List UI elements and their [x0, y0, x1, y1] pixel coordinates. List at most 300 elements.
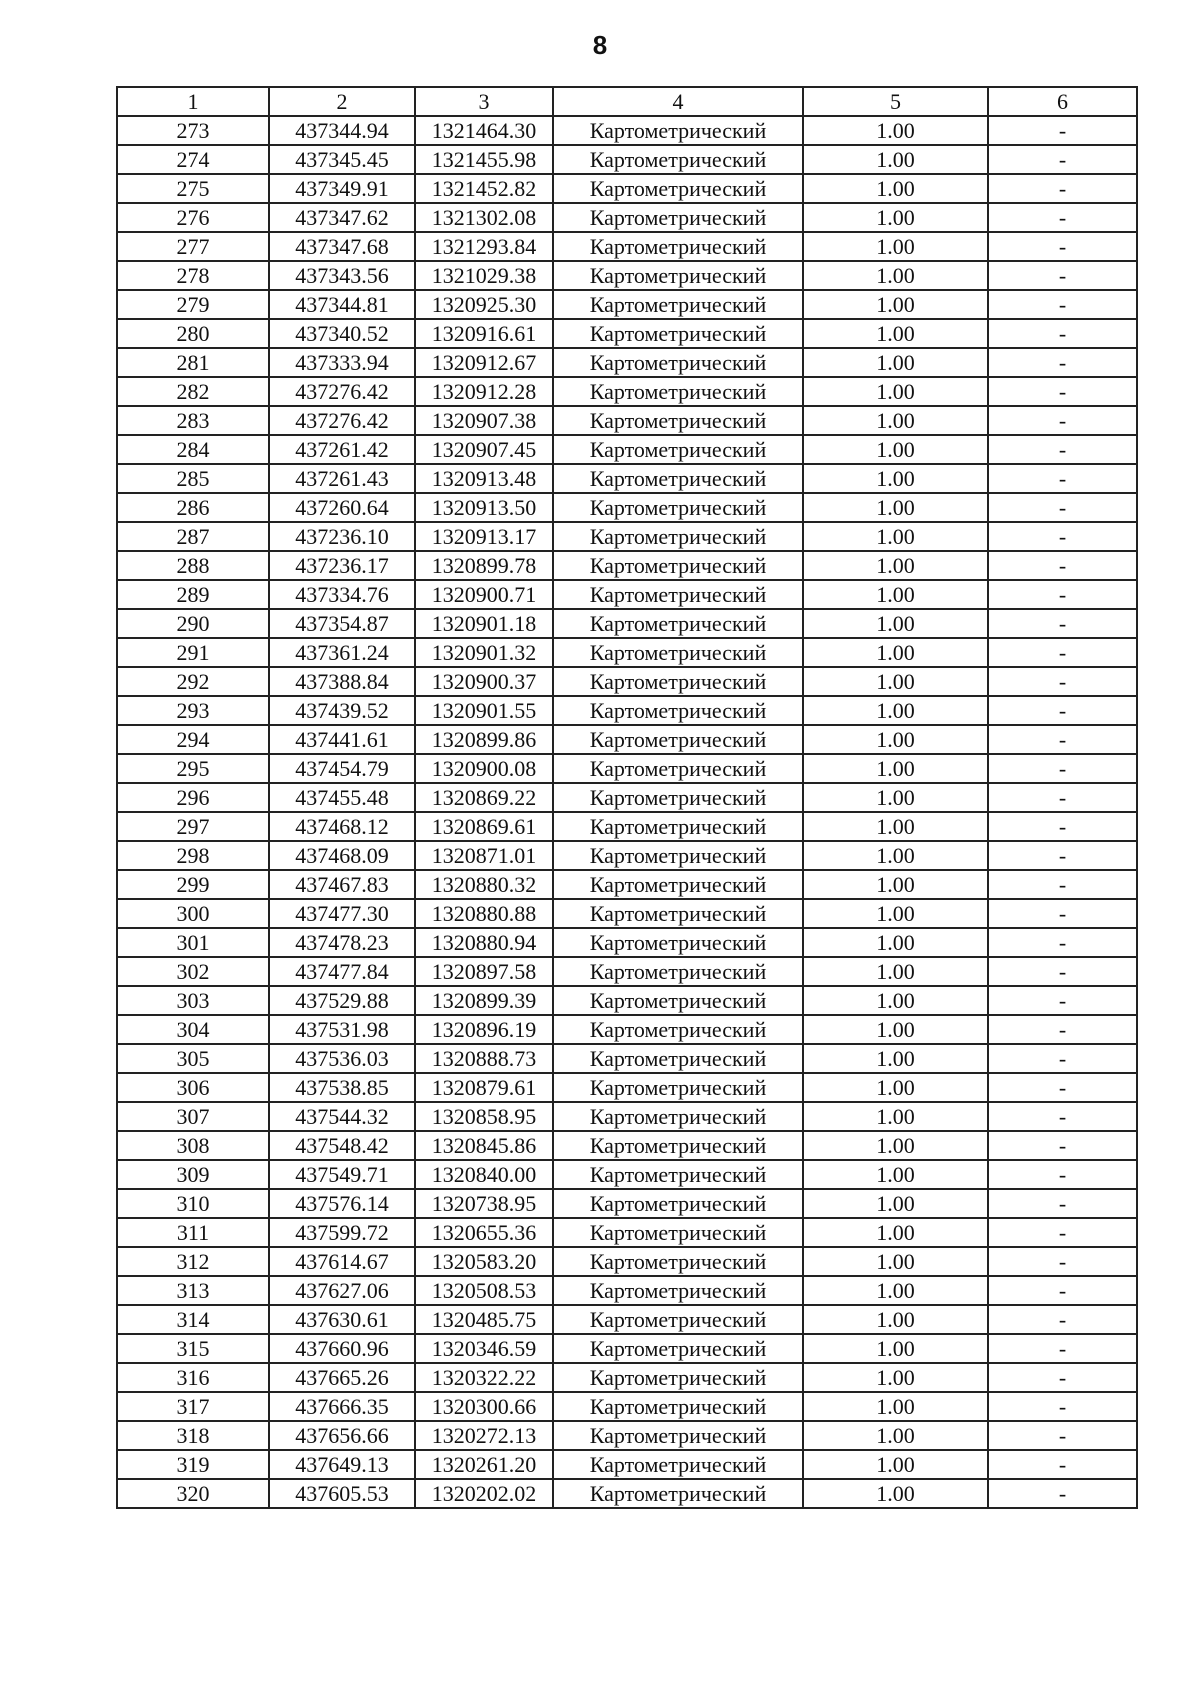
table-row [117, 870, 1137, 899]
accuracy-cell: 1.00 [803, 580, 988, 609]
point-number-cell: 292 [117, 667, 269, 696]
description-cell: - [988, 1160, 1137, 1189]
method-cell: Картометрический [553, 232, 803, 261]
accuracy-cell: 1.00 [803, 290, 988, 319]
point-number-cell: 314 [117, 1305, 269, 1334]
accuracy-cell: 1.00 [803, 754, 988, 783]
point-number-cell: 282 [117, 377, 269, 406]
table-row [117, 551, 1137, 580]
point-number-cell: 317 [117, 1392, 269, 1421]
point-number-cell: 294 [117, 725, 269, 754]
y-coordinate-cell: 1320485.75 [415, 1305, 553, 1334]
description-cell: - [988, 1073, 1137, 1102]
point-number-cell: 284 [117, 435, 269, 464]
table-row [117, 1131, 1137, 1160]
description-cell: - [988, 261, 1137, 290]
table-row [117, 1450, 1137, 1479]
x-coordinate-cell: 437343.56 [269, 261, 415, 290]
x-coordinate-cell: 437276.42 [269, 406, 415, 435]
x-coordinate-cell: 437441.61 [269, 725, 415, 754]
y-coordinate-cell: 1320900.08 [415, 754, 553, 783]
x-coordinate-cell: 437467.83 [269, 870, 415, 899]
x-coordinate-cell: 437665.26 [269, 1363, 415, 1392]
point-number-cell: 275 [117, 174, 269, 203]
x-coordinate-cell: 437454.79 [269, 754, 415, 783]
table-row [117, 841, 1137, 870]
table-row [117, 1392, 1137, 1421]
description-cell: - [988, 232, 1137, 261]
accuracy-cell: 1.00 [803, 145, 988, 174]
method-cell: Картометрический [553, 551, 803, 580]
y-coordinate-cell: 1320907.45 [415, 435, 553, 464]
point-number-cell: 300 [117, 899, 269, 928]
description-cell: - [988, 435, 1137, 464]
accuracy-cell: 1.00 [803, 696, 988, 725]
page-number: 8 [592, 30, 608, 60]
point-number-cell: 307 [117, 1102, 269, 1131]
method-cell: Картометрический [553, 725, 803, 754]
y-coordinate-cell: 1320879.61 [415, 1073, 553, 1102]
x-coordinate-cell: 437260.64 [269, 493, 415, 522]
point-number-cell: 277 [117, 232, 269, 261]
accuracy-cell: 1.00 [803, 232, 988, 261]
table-header [117, 87, 1137, 116]
accuracy-cell: 1.00 [803, 377, 988, 406]
x-coordinate-cell: 437599.72 [269, 1218, 415, 1247]
description-cell: - [988, 1421, 1137, 1450]
point-number-cell: 318 [117, 1421, 269, 1450]
description-cell: - [988, 1189, 1137, 1218]
y-coordinate-cell: 1320888.73 [415, 1044, 553, 1073]
point-number-cell: 308 [117, 1131, 269, 1160]
description-cell: - [988, 1334, 1137, 1363]
table-row [117, 638, 1137, 667]
method-cell: Картометрический [553, 319, 803, 348]
method-cell: Картометрический [553, 1044, 803, 1073]
column-header-1: 1 [117, 87, 269, 116]
column-header-3: 3 [415, 87, 553, 116]
table-row [117, 493, 1137, 522]
x-coordinate-cell: 437361.24 [269, 638, 415, 667]
y-coordinate-cell: 1320583.20 [415, 1247, 553, 1276]
point-number-cell: 297 [117, 812, 269, 841]
table-row [117, 667, 1137, 696]
point-number-cell: 309 [117, 1160, 269, 1189]
x-coordinate-cell: 437538.85 [269, 1073, 415, 1102]
table-row [117, 1102, 1137, 1131]
point-number-cell: 312 [117, 1247, 269, 1276]
accuracy-cell: 1.00 [803, 957, 988, 986]
y-coordinate-cell: 1320912.28 [415, 377, 553, 406]
y-coordinate-cell: 1320900.71 [415, 580, 553, 609]
accuracy-cell: 1.00 [803, 1102, 988, 1131]
y-coordinate-cell: 1320202.02 [415, 1479, 553, 1508]
method-cell: Картометрический [553, 522, 803, 551]
y-coordinate-cell: 1320871.01 [415, 841, 553, 870]
x-coordinate-cell: 437468.12 [269, 812, 415, 841]
description-cell: - [988, 1131, 1137, 1160]
y-coordinate-cell: 1320907.38 [415, 406, 553, 435]
table-row [117, 1305, 1137, 1334]
point-number-cell: 320 [117, 1479, 269, 1508]
description-cell: - [988, 1392, 1137, 1421]
method-cell: Картометрический [553, 638, 803, 667]
column-header-4: 4 [553, 87, 803, 116]
x-coordinate-cell: 437531.98 [269, 1015, 415, 1044]
method-cell: Картометрический [553, 116, 803, 145]
method-cell: Картометрический [553, 754, 803, 783]
accuracy-cell: 1.00 [803, 1073, 988, 1102]
x-coordinate-cell: 437344.81 [269, 290, 415, 319]
y-coordinate-cell: 1320897.58 [415, 957, 553, 986]
table-row [117, 1044, 1137, 1073]
x-coordinate-cell: 437340.52 [269, 319, 415, 348]
point-number-cell: 313 [117, 1276, 269, 1305]
x-coordinate-cell: 437529.88 [269, 986, 415, 1015]
description-cell: - [988, 1479, 1137, 1508]
description-cell: - [988, 1276, 1137, 1305]
method-cell: Картометрический [553, 1189, 803, 1218]
y-coordinate-cell: 1320300.66 [415, 1392, 553, 1421]
description-cell: - [988, 174, 1137, 203]
accuracy-cell: 1.00 [803, 812, 988, 841]
table-row [117, 957, 1137, 986]
x-coordinate-cell: 437261.42 [269, 435, 415, 464]
description-cell: - [988, 638, 1137, 667]
method-cell: Картометрический [553, 1479, 803, 1508]
method-cell: Картометрический [553, 1334, 803, 1363]
table-row [117, 783, 1137, 812]
table-row [117, 812, 1137, 841]
table-row [117, 261, 1137, 290]
method-cell: Картометрический [553, 174, 803, 203]
method-cell: Картометрический [553, 928, 803, 957]
x-coordinate-cell: 437261.43 [269, 464, 415, 493]
point-number-cell: 303 [117, 986, 269, 1015]
accuracy-cell: 1.00 [803, 493, 988, 522]
description-cell: - [988, 696, 1137, 725]
y-coordinate-cell: 1320899.78 [415, 551, 553, 580]
accuracy-cell: 1.00 [803, 435, 988, 464]
table-row [117, 986, 1137, 1015]
column-header-6: 6 [988, 87, 1137, 116]
y-coordinate-cell: 1321452.82 [415, 174, 553, 203]
point-number-cell: 302 [117, 957, 269, 986]
accuracy-cell: 1.00 [803, 1131, 988, 1160]
x-coordinate-cell: 437333.94 [269, 348, 415, 377]
x-coordinate-cell: 437455.48 [269, 783, 415, 812]
y-coordinate-cell: 1320322.22 [415, 1363, 553, 1392]
accuracy-cell: 1.00 [803, 1305, 988, 1334]
method-cell: Картометрический [553, 812, 803, 841]
description-cell: - [988, 348, 1137, 377]
method-cell: Картометрический [553, 1421, 803, 1450]
y-coordinate-cell: 1320869.22 [415, 783, 553, 812]
x-coordinate-cell: 437536.03 [269, 1044, 415, 1073]
description-cell: - [988, 1450, 1137, 1479]
x-coordinate-cell: 437649.13 [269, 1450, 415, 1479]
y-coordinate-cell: 1320272.13 [415, 1421, 553, 1450]
point-number-cell: 285 [117, 464, 269, 493]
table-row [117, 580, 1137, 609]
method-cell: Картометрический [553, 1073, 803, 1102]
x-coordinate-cell: 437630.61 [269, 1305, 415, 1334]
table-row [117, 203, 1137, 232]
y-coordinate-cell: 1321455.98 [415, 145, 553, 174]
table-row [117, 377, 1137, 406]
accuracy-cell: 1.00 [803, 174, 988, 203]
accuracy-cell: 1.00 [803, 783, 988, 812]
point-number-cell: 280 [117, 319, 269, 348]
y-coordinate-cell: 1320508.53 [415, 1276, 553, 1305]
accuracy-cell: 1.00 [803, 986, 988, 1015]
column-header-2: 2 [269, 87, 415, 116]
y-coordinate-cell: 1320899.39 [415, 986, 553, 1015]
description-cell: - [988, 754, 1137, 783]
accuracy-cell: 1.00 [803, 1479, 988, 1508]
table-body [117, 116, 1137, 1508]
y-coordinate-cell: 1320901.32 [415, 638, 553, 667]
table-row [117, 1421, 1137, 1450]
x-coordinate-cell: 437236.17 [269, 551, 415, 580]
method-cell: Картометрический [553, 841, 803, 870]
method-cell: Картометрический [553, 580, 803, 609]
accuracy-cell: 1.00 [803, 261, 988, 290]
accuracy-cell: 1.00 [803, 870, 988, 899]
x-coordinate-cell: 437666.35 [269, 1392, 415, 1421]
y-coordinate-cell: 1320346.59 [415, 1334, 553, 1363]
description-cell: - [988, 1218, 1137, 1247]
description-cell: - [988, 1044, 1137, 1073]
method-cell: Картометрический [553, 783, 803, 812]
x-coordinate-cell: 437660.96 [269, 1334, 415, 1363]
accuracy-cell: 1.00 [803, 1276, 988, 1305]
table-row [117, 754, 1137, 783]
method-cell: Картометрический [553, 1131, 803, 1160]
method-cell: Картометрический [553, 1247, 803, 1276]
method-cell: Картометрический [553, 986, 803, 1015]
method-cell: Картометрический [553, 435, 803, 464]
method-cell: Картометрический [553, 1015, 803, 1044]
x-coordinate-cell: 437544.32 [269, 1102, 415, 1131]
point-number-cell: 273 [117, 116, 269, 145]
description-cell: - [988, 1363, 1137, 1392]
method-cell: Картометрический [553, 377, 803, 406]
point-number-cell: 289 [117, 580, 269, 609]
table-row [117, 232, 1137, 261]
point-number-cell: 295 [117, 754, 269, 783]
description-cell: - [988, 406, 1137, 435]
y-coordinate-cell: 1321302.08 [415, 203, 553, 232]
table-row [117, 1189, 1137, 1218]
table-row [117, 1363, 1137, 1392]
x-coordinate-cell: 437605.53 [269, 1479, 415, 1508]
method-cell: Картометрический [553, 290, 803, 319]
accuracy-cell: 1.00 [803, 667, 988, 696]
point-number-cell: 287 [117, 522, 269, 551]
x-coordinate-cell: 437656.66 [269, 1421, 415, 1450]
y-coordinate-cell: 1320916.61 [415, 319, 553, 348]
description-cell: - [988, 986, 1137, 1015]
description-cell: - [988, 1015, 1137, 1044]
table-row [117, 116, 1137, 145]
accuracy-cell: 1.00 [803, 725, 988, 754]
method-cell: Картометрический [553, 261, 803, 290]
method-cell: Картометрический [553, 493, 803, 522]
x-coordinate-cell: 437627.06 [269, 1276, 415, 1305]
y-coordinate-cell: 1320900.37 [415, 667, 553, 696]
x-coordinate-cell: 437478.23 [269, 928, 415, 957]
description-cell: - [988, 1102, 1137, 1131]
x-coordinate-cell: 437548.42 [269, 1131, 415, 1160]
accuracy-cell: 1.00 [803, 899, 988, 928]
y-coordinate-cell: 1320880.94 [415, 928, 553, 957]
y-coordinate-cell: 1320869.61 [415, 812, 553, 841]
accuracy-cell: 1.00 [803, 609, 988, 638]
accuracy-cell: 1.00 [803, 203, 988, 232]
table-row [117, 1479, 1137, 1508]
point-number-cell: 290 [117, 609, 269, 638]
table-row [117, 522, 1137, 551]
accuracy-cell: 1.00 [803, 1450, 988, 1479]
y-coordinate-cell: 1321293.84 [415, 232, 553, 261]
x-coordinate-cell: 437345.45 [269, 145, 415, 174]
x-coordinate-cell: 437334.76 [269, 580, 415, 609]
x-coordinate-cell: 437276.42 [269, 377, 415, 406]
description-cell: - [988, 551, 1137, 580]
accuracy-cell: 1.00 [803, 464, 988, 493]
accuracy-cell: 1.00 [803, 1044, 988, 1073]
accuracy-cell: 1.00 [803, 1421, 988, 1450]
accuracy-cell: 1.00 [803, 638, 988, 667]
method-cell: Картометрический [553, 696, 803, 725]
point-number-cell: 305 [117, 1044, 269, 1073]
method-cell: Картометрический [553, 899, 803, 928]
accuracy-cell: 1.00 [803, 928, 988, 957]
x-coordinate-cell: 437576.14 [269, 1189, 415, 1218]
description-cell: - [988, 290, 1137, 319]
method-cell: Картометрический [553, 1392, 803, 1421]
table-row [117, 290, 1137, 319]
description-cell: - [988, 957, 1137, 986]
method-cell: Картометрический [553, 1160, 803, 1189]
y-coordinate-cell: 1320845.86 [415, 1131, 553, 1160]
y-coordinate-cell: 1320899.86 [415, 725, 553, 754]
point-number-cell: 316 [117, 1363, 269, 1392]
y-coordinate-cell: 1320925.30 [415, 290, 553, 319]
table-row [117, 725, 1137, 754]
table-row [117, 464, 1137, 493]
x-coordinate-cell: 437347.68 [269, 232, 415, 261]
method-cell: Картометрический [553, 1218, 803, 1247]
point-number-cell: 315 [117, 1334, 269, 1363]
method-cell: Картометрический [553, 145, 803, 174]
point-number-cell: 281 [117, 348, 269, 377]
table-row [117, 928, 1137, 957]
point-number-cell: 301 [117, 928, 269, 957]
accuracy-cell: 1.00 [803, 841, 988, 870]
table-row [117, 174, 1137, 203]
y-coordinate-cell: 1320901.18 [415, 609, 553, 638]
y-coordinate-cell: 1320880.32 [415, 870, 553, 899]
accuracy-cell: 1.00 [803, 1160, 988, 1189]
accuracy-cell: 1.00 [803, 1247, 988, 1276]
description-cell: - [988, 377, 1137, 406]
description-cell: - [988, 870, 1137, 899]
method-cell: Картометрический [553, 348, 803, 377]
point-number-cell: 298 [117, 841, 269, 870]
x-coordinate-cell: 437439.52 [269, 696, 415, 725]
description-cell: - [988, 580, 1137, 609]
table-row [117, 319, 1137, 348]
accuracy-cell: 1.00 [803, 551, 988, 580]
y-coordinate-cell: 1320913.48 [415, 464, 553, 493]
x-coordinate-cell: 437349.91 [269, 174, 415, 203]
table-row [117, 1160, 1137, 1189]
table-row [117, 1334, 1137, 1363]
accuracy-cell: 1.00 [803, 1334, 988, 1363]
table-row [117, 406, 1137, 435]
table-row [117, 1247, 1137, 1276]
table-row [117, 1015, 1137, 1044]
x-coordinate-cell: 437477.84 [269, 957, 415, 986]
y-coordinate-cell: 1320913.50 [415, 493, 553, 522]
y-coordinate-cell: 1321464.30 [415, 116, 553, 145]
y-coordinate-cell: 1320738.95 [415, 1189, 553, 1218]
method-cell: Картометрический [553, 609, 803, 638]
accuracy-cell: 1.00 [803, 1218, 988, 1247]
x-coordinate-cell: 437477.30 [269, 899, 415, 928]
description-cell: - [988, 812, 1137, 841]
table-row [117, 1218, 1137, 1247]
accuracy-cell: 1.00 [803, 348, 988, 377]
method-cell: Картометрический [553, 1450, 803, 1479]
y-coordinate-cell: 1320880.88 [415, 899, 553, 928]
description-cell: - [988, 464, 1137, 493]
y-coordinate-cell: 1320901.55 [415, 696, 553, 725]
point-number-cell: 274 [117, 145, 269, 174]
x-coordinate-cell: 437388.84 [269, 667, 415, 696]
x-coordinate-cell: 437614.67 [269, 1247, 415, 1276]
table-row [117, 696, 1137, 725]
description-cell: - [988, 783, 1137, 812]
coordinates-table [116, 86, 1138, 1509]
point-number-cell: 293 [117, 696, 269, 725]
point-number-cell: 296 [117, 783, 269, 812]
method-cell: Картометрический [553, 464, 803, 493]
description-cell: - [988, 928, 1137, 957]
y-coordinate-cell: 1320912.67 [415, 348, 553, 377]
y-coordinate-cell: 1321029.38 [415, 261, 553, 290]
y-coordinate-cell: 1320261.20 [415, 1450, 553, 1479]
accuracy-cell: 1.00 [803, 1189, 988, 1218]
accuracy-cell: 1.00 [803, 1392, 988, 1421]
y-coordinate-cell: 1320655.36 [415, 1218, 553, 1247]
point-number-cell: 310 [117, 1189, 269, 1218]
description-cell: - [988, 725, 1137, 754]
description-cell: - [988, 116, 1137, 145]
point-number-cell: 279 [117, 290, 269, 319]
description-cell: - [988, 203, 1137, 232]
table-row [117, 1073, 1137, 1102]
y-coordinate-cell: 1320913.17 [415, 522, 553, 551]
method-cell: Картометрический [553, 203, 803, 232]
description-cell: - [988, 1247, 1137, 1276]
accuracy-cell: 1.00 [803, 319, 988, 348]
description-cell: - [988, 493, 1137, 522]
x-coordinate-cell: 437344.94 [269, 116, 415, 145]
method-cell: Картометрический [553, 1102, 803, 1131]
